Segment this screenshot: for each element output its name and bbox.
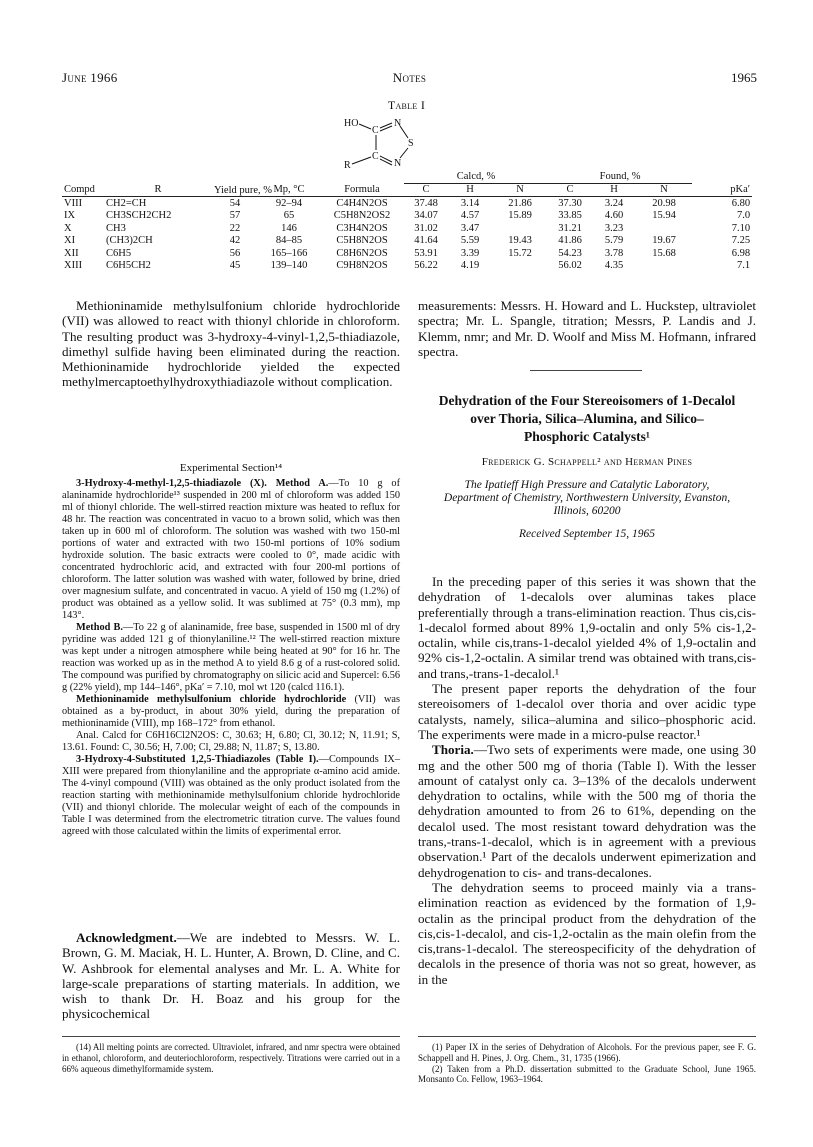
- table-cell: 92–94: [258, 197, 320, 210]
- table-cell: 57: [229, 210, 241, 222]
- table-cell: C3H4N2OS: [336, 222, 388, 234]
- table-cell: CH2=CH: [104, 197, 212, 210]
- table-cell: C6H5CH2: [106, 260, 151, 272]
- structure-atom-s: S: [408, 138, 414, 149]
- structure-atom-c2: C: [372, 151, 379, 162]
- right-body: [418, 574, 756, 987]
- col-header-compd: Compd: [64, 184, 95, 195]
- table-cell: 31.02: [414, 222, 438, 234]
- table-cell: 146: [281, 222, 297, 234]
- table-cell: 3.23: [604, 222, 624, 234]
- table-i-head: 3-Hydroxy-4-Substituted 1,2,5-Thiadiazoles (Table I).: [76, 754, 319, 765]
- table-cell: 4.19: [460, 260, 480, 272]
- left-footnote: [62, 1042, 400, 1074]
- table-cell: 165–166: [270, 247, 308, 259]
- table-cell: 15.68: [652, 247, 676, 259]
- table-cell: 3.47: [460, 222, 480, 234]
- structure-atom-n1: N: [394, 118, 402, 129]
- thoria-body: —Two sets of experiments were made, one using 30 mg and the other 500 mg of thoria (Table I). With the lesser amount of catalyst only ca. 3–13% of the decalols underwent dehydration to octalins, while with the 500 mg of thoria the dehydration amounted to from 26 to 61%, depending on the decalol used. The most resistant toward dehydration was the trans,-trans-1-decalol, which is in agreement with a previous observation.¹ Part of the decalols underwent epimerization and dehydrogenation to cis- and trans-decalones.: [418, 742, 756, 880]
- header-page-number: 1965: [731, 70, 757, 85]
- table-cell: IX: [64, 210, 76, 222]
- col-group-found: Found, %: [548, 170, 692, 183]
- table-cell: 19.67: [652, 235, 676, 247]
- col-header-calcd-n: N: [516, 184, 524, 196]
- table-row: [62, 210, 752, 223]
- method-a-body: —To 10 g of alaninamide hydrochloride¹³ suspended in 200 ml of chloroform was added 150 ml of thionyl chloride. The well-stirred reaction mixture was heated to reflux for 48 hr. The reaction was concentrated in vacuo to a brown solid, which was then taken up in 600 ml of chloroform. The solution was washed with two 150-ml portions of water and extracted with two 150-ml portions of 10% sodium hydroxide solution. The basic extracts were cooled to 0°, made acidic with concentrated hydrochloric acid, and extracted with four 200-ml portions of chloroform. The latter solution was washed with water, followed by brine, dried over magnesium sulfate, and concentrated in vacuo. A yield of 150 mg (1.2%) of product was obtained as a yellow solid. It was sublimed at 75° (0.3 mm), mp 143°.: [62, 478, 401, 621]
- thoria-head: Thoria.: [432, 742, 474, 758]
- table-cell: 21.86: [492, 197, 548, 210]
- footnote-1: (1) Paper IX in the series of Dehydration of Alcohols. For the previous paper, see F. G. Schappell and H. Pines, J. Org. Chem., 31, 1735 (1966).: [418, 1042, 756, 1063]
- article-affiliation: The Ipatieff High Pressure and Catalytic Laboratory, Department of Chemistry, Northwestern University, Evanston, Illinois, 60200: [443, 478, 731, 517]
- table-cell: X: [64, 222, 72, 234]
- experimental-heading: Experimental Section¹⁴: [179, 462, 283, 474]
- right-footnote-rule: [418, 1036, 756, 1037]
- right-paragraph-4: The dehydration seems to proceed mainly via a trans-elimination reaction as evidenced by the formation of 1,9-octalin as the principal product from the dehydration of the cis,cis-1-decalol, and cis-1,2-octalin as the main olefin from the cis,trans-1-decalol. The stereospecificity of the dehydration of decalols in the presence of thoria was not so great, however, as in the: [418, 879, 756, 987]
- thiadiazole-structure: [340, 112, 460, 172]
- method-b-paragraph: [62, 622, 400, 694]
- table-cell: CH3SCH2CH2: [106, 210, 172, 222]
- table-row: [62, 260, 752, 273]
- col-group-calcd: Calcd, %: [404, 170, 548, 183]
- table-cell: XIII: [64, 260, 83, 272]
- article-title: Dehydration of the Four Stereoisomers of 1-Decalol over Thoria, Silica–Alumina, and Silico–Phosphoric Catalysts¹: [438, 393, 736, 444]
- article-authors: Frederick G. Schappell² and Herman Pines: [481, 456, 693, 468]
- table-cell: 41.64: [414, 235, 438, 247]
- table-cell: [492, 260, 548, 273]
- table-cell: 7.25: [731, 235, 751, 247]
- table-cell: C9H8N2OS: [336, 260, 388, 272]
- col-header-formula: Formula: [344, 184, 380, 195]
- table-cell: 53.91: [414, 247, 438, 259]
- table-row: [62, 197, 752, 210]
- right-continuation: [418, 298, 756, 359]
- right-paragraph-0: measurements: Messrs. H. Howard and L. Huckstep, ultraviolet spectra; Mr. L. Spangle, titration; Messrs, P. Landis and J. Klemm, nmr; and Mr. D. Woolf and Miss M. Hofmann, infrared spectra.: [418, 298, 756, 359]
- right-paragraph-3: [418, 742, 756, 880]
- vii-paragraph: [62, 694, 400, 730]
- table-cell: 54.23: [558, 247, 582, 259]
- table-cell: 15.89: [508, 210, 532, 222]
- table-cell: C6H5: [106, 247, 132, 259]
- table-cell: 37.48: [404, 197, 448, 210]
- table-row: [62, 235, 752, 248]
- col-header-found-n: N: [660, 184, 668, 196]
- article-received: Received September 15, 1965: [518, 527, 656, 540]
- article-separator: [530, 370, 642, 371]
- left-intro-paragraph: [62, 298, 400, 390]
- table-cell: 4.60: [604, 210, 624, 222]
- table-cell: [636, 222, 692, 235]
- table-cell: 54: [212, 197, 258, 210]
- table-cell: C8H6N2OS: [336, 247, 388, 259]
- table-cell: 37.30: [548, 197, 592, 210]
- right-footnotes: [418, 1042, 756, 1085]
- anal-paragraph: Anal. Calcd for C6H16Cl2N2OS: C, 30.63; H, 6.80; Cl, 30.12; N, 11.91; S, 13.61. Found: C, 30.56; H, 7.00; Cl, 29.88; N, 11.87; S, 13.80.: [62, 730, 400, 753]
- table-cell: 4.57: [460, 210, 480, 222]
- table-row: [62, 222, 752, 235]
- vii-head: Methioninamide methylsulfonium chloride hydrochloride: [76, 694, 347, 705]
- table-cell: 34.07: [414, 210, 438, 222]
- col-header-mp: Mp, °C: [273, 184, 305, 195]
- table-cell: 56.22: [414, 260, 438, 272]
- method-b-body: —To 22 g of alaninamide, free base, suspended in 1500 ml of dry pyridine was added 121 g of thionylaniline.¹² The well-stirred reaction mixture was kept under a nitrogen atmosphere while being heated at 90° for 16 hr. The reaction was worked up as in the method A to yield 8.6 g of a rust-colored solid. The compound was purified by chromatography on silicic acid and Supercel: 6.56 g (22% yield), mp 144–146°, pKa′ = 7.10, mol wt 120 (calcd 116.1).: [62, 622, 400, 693]
- table-row: [62, 247, 752, 260]
- table-caption: Table I: [387, 98, 426, 112]
- data-table: [62, 170, 752, 272]
- table-cell: (CH3)2CH: [106, 235, 153, 247]
- table-cell: 3.78: [604, 247, 624, 259]
- left-paragraph-1: Methioninamide methylsulfonium chloride hydrochloride (VII) was allowed to react with thionyl chloride in chloroform. The resulting product was 3-hydroxy-4-vinyl-1,2,5-thiadiazole, dimethyl sulfide having been eliminated during the reaction. Methioninamide hydrochloride yielded the expected methylmercaptoethylhydroxythiadiazole without complication.: [62, 298, 400, 390]
- table-cell: 3.24: [592, 197, 636, 210]
- table-cell: 5.79: [604, 235, 624, 247]
- table-cell: 41.86: [558, 235, 582, 247]
- table-cell: 33.85: [558, 210, 582, 222]
- table-cell: 3.39: [460, 247, 480, 259]
- table-cell: 65: [283, 210, 295, 222]
- table-cell: 7.10: [731, 222, 751, 234]
- experimental-section: [62, 462, 400, 838]
- col-header-pka: pKa′: [730, 184, 751, 195]
- structure-atom-n2: N: [394, 158, 402, 169]
- method-b-head: Method B.: [76, 622, 123, 633]
- table-cell: C5H8N2OS2: [333, 210, 391, 222]
- table-cell: 19.43: [508, 235, 532, 247]
- table-cell: 45: [229, 260, 241, 272]
- table-cell: 56.02: [558, 260, 582, 272]
- table-cell: C4H4N2OS: [320, 197, 404, 210]
- col-header-found-c: C: [566, 184, 574, 196]
- footnote-14: (14) All melting points are corrected. Ultraviolet, infrared, and nmr spectra were obtained in ethanol, chloroform, and deuteriochloroform, respectively. Titrations were carried out in a 66% aqueous dimethylformamide system.: [62, 1042, 400, 1074]
- structure-r-label: R: [344, 160, 351, 171]
- table-cell: [492, 222, 548, 235]
- table-cell: 7.1: [736, 260, 751, 272]
- table-cell: [636, 260, 692, 273]
- table-cell: C5H8N2OS: [336, 235, 388, 247]
- running-header: [62, 70, 757, 88]
- table-cell: 22: [229, 222, 241, 234]
- table-cell: 56: [229, 247, 241, 259]
- table-i-paragraph: [62, 754, 400, 838]
- col-header-calcd-h: H: [466, 184, 474, 196]
- table-cell: 31.21: [558, 222, 582, 234]
- table-cell: 84–85: [275, 235, 303, 247]
- header-date: June 1966: [62, 70, 118, 85]
- left-footnote-rule: [62, 1036, 400, 1037]
- table-cell: 20.98: [636, 197, 692, 210]
- structure-ho-label: HO: [344, 118, 359, 129]
- vii-body: (VII) was obtained as a by-product, in about 30% yield, during the preparation of methioninamide (VIII), mp 168–172° from ethanol.: [62, 694, 400, 729]
- table-cell: 6.98: [731, 247, 751, 259]
- table-cell: 15.94: [652, 210, 676, 222]
- col-header-calcd-c: C: [422, 184, 430, 196]
- acknowledgment-body: —We are indebted to Messrs. W. L. Brown, G. M. Maciak, H. L. Hunter, A. Brown, D. Cline, and C. W. Ashbrook for elemental analyses and Mr. L. A. White for large-scale preparations of starting materials. In addition, we wish to thank Dr. H. Boaz and his group for the physicochemical: [62, 930, 400, 1022]
- table-cell: 3.14: [448, 197, 492, 210]
- table-cell: 4.35: [604, 260, 624, 272]
- table-cell: 15.72: [508, 247, 532, 259]
- right-paragraph-1: In the preceding paper of this series it was shown that the dehydration of 1-decalols over aluminas takes place preferentially through a trans-elimination reaction. Thus cis,cis-1-decalol formed about 89% 1,9-octalin and only 5% cis-1,2-octalin, while cis,trans-1-decalol yielded 4% of 1,9-octalin and 92% cis-1,2-octalin. A similar trend was obtained with trans,cis- and trans,-trans-1-decalol.¹: [418, 574, 756, 681]
- table-cell: 7.0: [736, 210, 751, 222]
- acknowledgment-head: Acknowledgment.: [76, 930, 177, 945]
- header-section: Notes: [392, 70, 427, 85]
- table-cell: 6.80: [692, 197, 752, 210]
- table-cell: XI: [64, 235, 76, 247]
- col-header-found-h: H: [610, 184, 618, 196]
- method-a-head: 3-Hydroxy-4-methyl-1,2,5-thiadiazole (X). Method A.: [76, 478, 329, 489]
- table-cell: 5.59: [460, 235, 480, 247]
- method-a-paragraph: [62, 478, 400, 622]
- structure-atom-c1: C: [372, 125, 379, 136]
- article-title-block: [418, 392, 756, 541]
- table-cell: VIII: [62, 197, 104, 210]
- right-paragraph-2: The present paper reports the dehydration of the four stereoisomers of 1-decalol over thoria and over acidic type catalysts, namely, silica–alumina and silico–phosphoric acid. The experiments were made in a micro-pulse reactor.¹: [418, 681, 756, 742]
- table-cell: CH3: [106, 222, 126, 234]
- col-header-r: R: [154, 184, 162, 195]
- table-i-body: —Compounds IX–XIII were prepared from thionylaniline and the appropriate α-amino acid amide. The 4-vinyl compound (VIII) was obtained as the only product isolated from the reaction starting with methioninamide methylsulfonium chloride hydrochloride (VII) and thionyl chloride. The molecular weight of each of the compounds in Table I was determined from the electrometric titration curve. The values found agreed with those calculated within the limits of experimental error.: [62, 754, 400, 837]
- footnote-2: (2) Taken from a Ph.D. dissertation submitted to the Graduate School, June 1965. Monsanto Co. Fellow, 1963–1964.: [418, 1063, 756, 1085]
- table-cell: XII: [64, 247, 79, 259]
- table-cell: 42: [229, 235, 241, 247]
- col-header-yield: Yield pure, %: [214, 185, 273, 196]
- table-cell: 139–140: [270, 260, 308, 272]
- acknowledgment: [62, 930, 400, 1022]
